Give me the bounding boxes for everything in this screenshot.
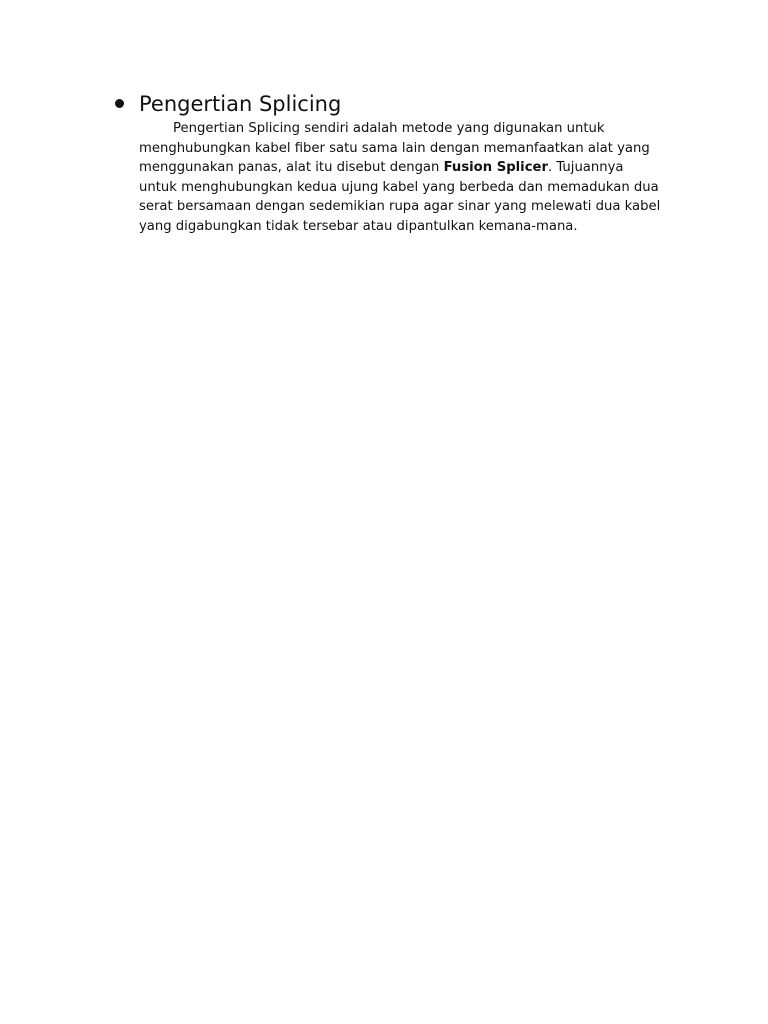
section-paragraph bbox=[139, 119, 664, 236]
paragraph-bold-term: Fusion Splicer bbox=[443, 160, 548, 175]
section-heading: Pengertian Splicing bbox=[139, 92, 342, 116]
paragraph-text-start: Pengertian Splicing sendiri adalah metode yang digunakan untuk menghubungkan kabel fiber satu sama lain dengan memanfaatkan alat yang menggunakan panas, alat itu disebut dengan bbox=[139, 121, 650, 175]
bullet-dot-icon bbox=[115, 99, 124, 108]
paragraph-text-end: . Tujuannya untuk menghubungkan kedua ujung kabel yang berbeda dan memadukan dua serat bersamaan dengan sedemikian rupa agar sinar yang melewati dua kabel yang digabungkan tidak tersebar atau dipantulkan kemana-mana. bbox=[139, 160, 661, 234]
